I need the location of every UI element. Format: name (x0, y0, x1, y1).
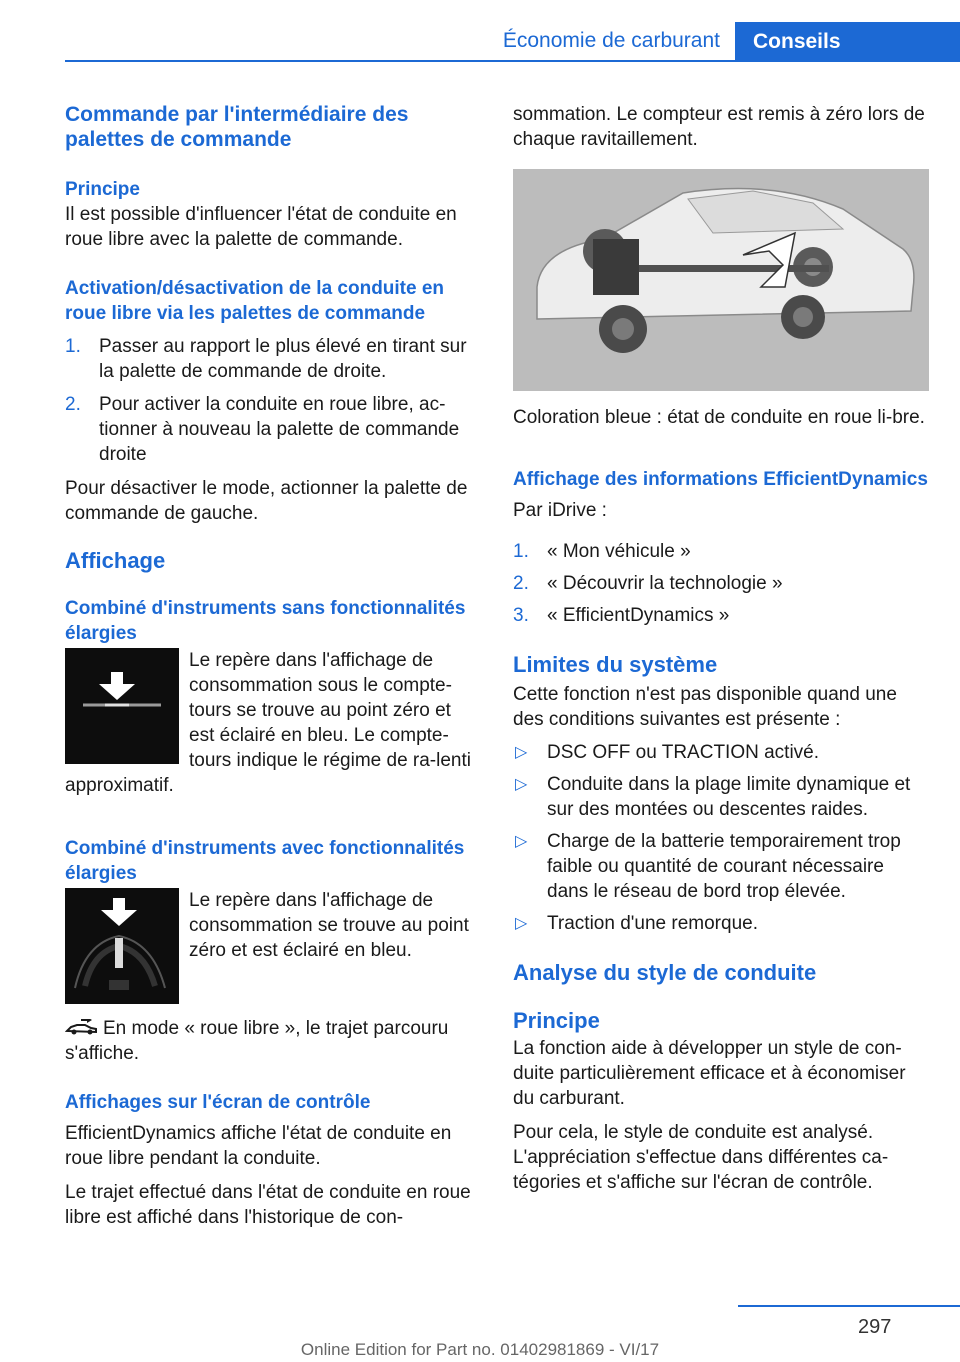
triangle-bullet-icon: ▷ (515, 915, 528, 932)
list-item: 2. Pour activer la conduite en roue libre, ac‐tionner à nouveau la palette de commande droite (65, 394, 460, 465)
list-item: 1. Passer au rapport le plus élevé en tirant sur la palette de commande de droite. (65, 336, 467, 382)
menu-path-list (513, 539, 929, 628)
conditions-list (513, 740, 929, 936)
deactivate-text: Pour désactiver le mode, actionner la palette de commande de gauche. (65, 478, 468, 524)
car-drivetrain-image (513, 169, 929, 391)
car-illustration (513, 169, 929, 391)
heading-avec: Combiné d'instruments avec fonctionnalités élargies (65, 838, 465, 884)
figure-sans (65, 648, 481, 798)
header-rule (65, 60, 960, 62)
limites-text: Cette fonction n'est pas disponible quand une des conditions suivantes est présente : (513, 684, 897, 730)
heading-sans: Combiné d'instruments sans fonctionnalités élargies (65, 598, 466, 644)
footer-rule (738, 1305, 960, 1307)
heading-principe: Principe (65, 179, 140, 200)
cluster-basic-image (65, 648, 179, 764)
activation-steps (65, 334, 481, 467)
triangle-bullet-icon: ▷ (515, 744, 528, 761)
heading-analyse: Analyse du style de conduite (513, 960, 817, 985)
list-item: 1. « Mon véhicule » (513, 541, 691, 562)
heading-palettes: Commande par l'intermédiaire des palettes de commande (65, 103, 409, 151)
sans-text: Le repère dans l'affichage de consommation sous le compte-tours se trouve au point zéro et est éclairé en bleu. Le compte-tours indique le régime de ra‐lenti approximatif. (65, 650, 471, 796)
heading-limites: Limites du système (513, 652, 718, 677)
avec-text: Le repère dans l'affichage de consommation se trouve au point zéro et est éclairé en bleu. (189, 890, 469, 961)
idrive-text: Par iDrive : (513, 500, 607, 521)
list-item: ▷ Traction d'une remorque. (515, 913, 758, 934)
edition-footer: Online Edition for Part no. 01402981869 - VI/17 (300, 1340, 660, 1359)
controle-text-1: EfficientDynamics affiche l'état de conduite en roue libre pendant la conduite. (65, 1123, 452, 1169)
list-item: 3. « EfficientDynamics » (513, 605, 730, 626)
analyse-text: Pour cela, le style de conduite est analysé. L'appréciation s'effectue dans différentes ca‐tégories et s'affiche sur l'écran de contrôle. (513, 1122, 889, 1193)
controle-text-2: Le trajet effectué dans l'état de conduite en roue libre est affiché dans l'historique de con‐ (65, 1182, 471, 1228)
cluster-extended-image (65, 888, 179, 1004)
list-item: 2. « Découvrir la technologie » (513, 573, 783, 594)
principe2-text: La fonction aide à développer un style de con‐duite particulièrement efficace et à économiser du carburant. (513, 1038, 906, 1109)
list-item: ▷ Conduite dans la plage limite dynamique et sur des montées ou descentes raides. (515, 774, 911, 820)
left-column (65, 102, 481, 1230)
mode-text: En mode « roue libre », le trajet parcouru s'affiche. (65, 1018, 449, 1064)
heading-activation: Activation/désactivation de la conduite en roue libre via les palettes de commande (65, 278, 445, 324)
list-item: ▷ Charge de la batterie temporairement trop faible ou quantité de courant nécessaire dans le réseau de bord trop élevée. (515, 831, 901, 902)
continued-text: sommation. Le compteur est remis à zéro lors de chaque ravitaillement. (513, 104, 925, 150)
figure-caption: Coloration bleue : état de conduite en roue li‐bre. (513, 407, 925, 428)
arrow-down-icon (65, 648, 179, 764)
header-tab-conseils: Conseils (735, 22, 960, 62)
triangle-bullet-icon: ▷ (515, 776, 528, 793)
page-number: 297 (858, 1316, 892, 1338)
triangle-bullet-icon: ▷ (515, 833, 528, 850)
list-item: ▷ DSC OFF ou TRACTION activé. (515, 742, 820, 763)
figure-avec (65, 888, 481, 1004)
coasting-car-icon (65, 1019, 99, 1035)
header-section-title: Économie de carburant (502, 29, 720, 52)
heading-info: Affichage des informations EfficientDynamics (513, 469, 928, 490)
page-header (65, 22, 960, 62)
heading-affichage: Affichage (65, 548, 166, 573)
principe-text: Il est possible d'influencer l'état de conduite en roue libre avec la palette de commande. (65, 204, 457, 250)
right-column (513, 102, 929, 1195)
heading-controle: Affichages sur l'écran de contrôle (65, 1092, 371, 1113)
arrow-down-icon (65, 888, 179, 1004)
heading-principe-2: Principe (513, 1008, 600, 1033)
